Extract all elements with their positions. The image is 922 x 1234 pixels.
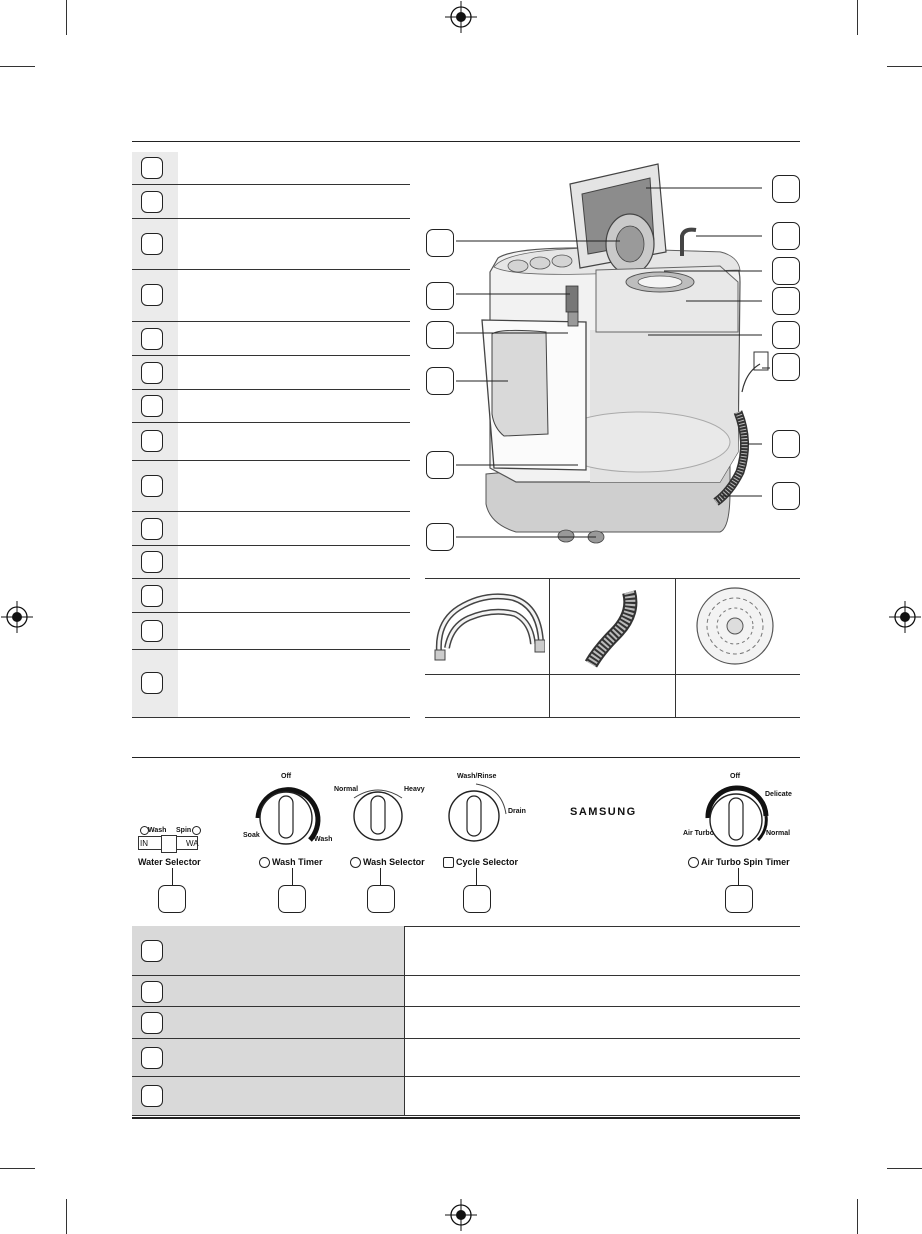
- part-number-box: [141, 395, 163, 417]
- brand-logo: SAMSUNG: [570, 806, 637, 818]
- spin-timer-title: Air Turbo Spin Timer: [701, 857, 790, 867]
- callout-box: [426, 367, 454, 395]
- wash-timer-dial[interactable]: [248, 778, 328, 858]
- lint-filter-cover-icon: [693, 584, 777, 668]
- controls-row: [132, 976, 800, 1007]
- crop-mark: [0, 66, 35, 67]
- cycle-selector-icon: [443, 857, 454, 868]
- water-selector-in-label: IN: [140, 839, 148, 848]
- callout-box: [772, 257, 800, 285]
- wash-selector-normal-label: Normal: [334, 786, 359, 793]
- callout-box: [772, 430, 800, 458]
- control-number-box: [141, 1047, 163, 1069]
- section-rule: [132, 757, 800, 758]
- controls-row: [132, 1077, 800, 1116]
- drain-hose-extension-icon: [575, 584, 651, 670]
- section-rule: [132, 141, 800, 142]
- wash-selector-icon: [350, 857, 361, 868]
- wash-water-icon: [140, 826, 149, 835]
- water-selector-wa-label: WA: [186, 839, 199, 848]
- parts-row: [132, 650, 410, 718]
- callout-box: [772, 287, 800, 315]
- part-number-box: [141, 157, 163, 179]
- crop-mark: [857, 0, 858, 35]
- callout-box: [158, 885, 186, 913]
- callout-box: [772, 175, 800, 203]
- registration-mark-icon: [888, 600, 922, 634]
- callout-box: [772, 482, 800, 510]
- spin-timer-normal-label: Normal: [766, 830, 791, 837]
- callout-box: [426, 523, 454, 551]
- wash-timer-off-label: Off: [281, 773, 292, 780]
- inlet-hose-icon: [429, 582, 545, 670]
- spin-timer-off-label: Off: [730, 773, 741, 780]
- part-number-box: [141, 284, 163, 306]
- crop-mark: [0, 1168, 35, 1169]
- part-number-box: [141, 620, 163, 642]
- parts-row: [132, 356, 410, 390]
- control-number-box: [141, 1085, 163, 1107]
- part-number-box: [141, 233, 163, 255]
- part-number-box: [141, 585, 163, 607]
- cycle-selector-dial[interactable]: [442, 778, 512, 848]
- wash-selector-title: Wash Selector: [363, 857, 425, 867]
- crop-mark: [887, 66, 922, 67]
- callout-box: [463, 885, 491, 913]
- cycle-selector-drain-label: Drain: [508, 808, 526, 815]
- accessories-table: [425, 578, 800, 718]
- parts-row: [132, 546, 410, 579]
- callout-box: [278, 885, 306, 913]
- callout-box: [725, 885, 753, 913]
- crop-mark: [66, 1199, 67, 1234]
- part-number-box: [141, 551, 163, 573]
- control-number-box: [141, 940, 163, 962]
- callout-box: [367, 885, 395, 913]
- part-number-box: [141, 518, 163, 540]
- controls-row: [132, 926, 800, 976]
- parts-row: [132, 579, 410, 613]
- part-number-box: [141, 328, 163, 350]
- parts-row: [132, 270, 410, 322]
- crop-mark: [857, 1199, 858, 1234]
- controls-row: [132, 1007, 800, 1039]
- parts-row: [132, 461, 410, 512]
- callout-box: [426, 451, 454, 479]
- spin-timer-air-turbo-label: Air Turbo: [683, 830, 714, 837]
- spin-timer-dial[interactable]: [696, 778, 776, 858]
- callout-box: [426, 282, 454, 310]
- wash-timer-icon: [259, 857, 270, 868]
- cycle-selector-title: Cycle Selector: [456, 857, 519, 867]
- registration-mark-icon: [444, 1198, 478, 1232]
- callout-box: [772, 321, 800, 349]
- parts-row: [132, 322, 410, 356]
- wash-timer-soak-label: Soak: [243, 832, 260, 839]
- parts-row: [132, 185, 410, 219]
- wash-selector-heavy-label: Heavy: [404, 786, 425, 793]
- water-selector-title: Water Selector: [138, 857, 201, 867]
- spin-timer-icon: [688, 857, 699, 868]
- registration-mark-icon: [0, 600, 34, 634]
- controls-row: [132, 1039, 800, 1077]
- callout-box: [426, 229, 454, 257]
- cycle-selector-wash-rinse-label: Wash/Rinse: [457, 773, 497, 780]
- part-number-box: [141, 362, 163, 384]
- water-selector-wash-label: Wash: [148, 827, 167, 834]
- part-number-box: [141, 672, 163, 694]
- callout-box: [426, 321, 454, 349]
- parts-row: [132, 219, 410, 270]
- parts-list: [132, 152, 410, 718]
- section-rule: [132, 1117, 800, 1119]
- crop-mark: [66, 0, 67, 35]
- parts-row: [132, 423, 410, 461]
- spin-timer-delicate-label: Delicate: [765, 791, 792, 798]
- parts-row: [132, 390, 410, 423]
- parts-row: [132, 613, 410, 650]
- part-number-box: [141, 430, 163, 452]
- callout-box: [772, 353, 800, 381]
- wash-timer-wash-label: Wash: [314, 836, 333, 843]
- parts-row: [132, 512, 410, 546]
- parts-row: [132, 152, 410, 185]
- control-number-box: [141, 1012, 163, 1034]
- part-number-box: [141, 475, 163, 497]
- callout-box: [772, 222, 800, 250]
- controls-table: [132, 926, 800, 1116]
- crop-mark: [887, 1168, 922, 1169]
- wash-timer-title: Wash Timer: [272, 857, 323, 867]
- registration-mark-icon: [444, 0, 478, 34]
- part-number-box: [141, 191, 163, 213]
- control-number-box: [141, 981, 163, 1003]
- water-selector-spin-label: Spin: [176, 827, 192, 834]
- spin-water-icon: [192, 826, 201, 835]
- washing-machine-illustration: [420, 152, 810, 562]
